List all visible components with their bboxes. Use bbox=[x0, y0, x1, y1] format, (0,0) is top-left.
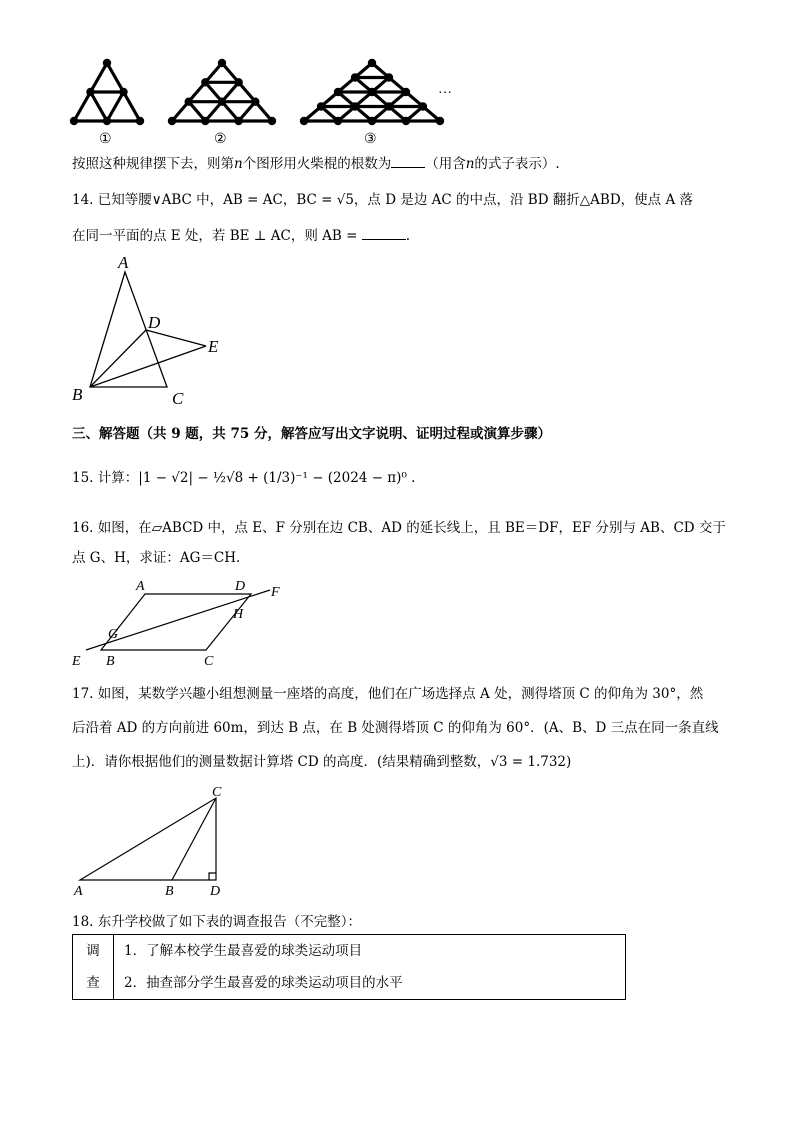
matchstick-figures bbox=[62, 55, 462, 150]
survey-header-cell: 调 查 bbox=[73, 935, 114, 1000]
q17-label-B: B bbox=[165, 884, 174, 899]
q14-label-E: E bbox=[208, 337, 219, 356]
matchstick-figure-1 bbox=[71, 60, 142, 123]
q13-question-text: 按照这种规律摆下去，则第n个图形用火柴棍的根数为 （用含n的式子表示）. bbox=[72, 156, 560, 172]
q17-label-D: D bbox=[210, 884, 221, 899]
figure-label-3: ③ bbox=[364, 132, 377, 147]
survey-item: 1．了解本校学生最喜爱的球类运动项目 bbox=[124, 943, 363, 959]
q16-label-C: C bbox=[204, 654, 214, 669]
answer-blank[interactable] bbox=[391, 155, 425, 168]
q16-figure bbox=[68, 574, 293, 670]
section-3-heading: 三、解答题（共 9 题，共 75 分，解答应写出文字说明、证明过程或演算步骤） bbox=[72, 426, 551, 442]
q16-label-D: D bbox=[235, 579, 246, 594]
q14-label-C: C bbox=[172, 389, 184, 408]
q16-label-A: A bbox=[136, 579, 145, 594]
survey-item: 2．抽查部分学生最喜爱的球类运动项目的水平 bbox=[124, 975, 403, 991]
figure-label-1: ① bbox=[99, 132, 112, 147]
q16-label-B: B bbox=[106, 654, 115, 669]
q17-line-1: 17. 如图，某数学兴趣小组想测量一座塔的高度，他们在广场选择点 A 处，测得塔顶 C 的仰角为 30°，然 bbox=[72, 686, 704, 702]
answer-blank[interactable] bbox=[362, 227, 406, 240]
q16-label-H: H bbox=[233, 607, 244, 622]
q16-label-F: F bbox=[271, 585, 280, 600]
matchstick-figure-2 bbox=[169, 60, 274, 123]
q18-intro: 18. 东升学校做了如下表的调查报告（不完整）： bbox=[72, 914, 362, 930]
q14-label-B: B bbox=[72, 385, 83, 404]
ellipsis: … bbox=[438, 82, 452, 97]
q17-label-A: A bbox=[74, 884, 83, 899]
q16-label-G: G bbox=[108, 627, 119, 642]
q14-line-1: 14. 已知等腰∨ABC 中，AB = AC，BC = √5，点 D 是边 AC 的中点，沿 BD 翻折△ABD，使点 A 落 bbox=[72, 192, 694, 208]
q14-label-D: D bbox=[148, 313, 161, 332]
q14-figure bbox=[68, 250, 238, 410]
q16-line-2: 点 G、H，求证：AG＝CH. bbox=[72, 550, 241, 566]
q14-label-A: A bbox=[118, 253, 129, 272]
q15-question: 15. 计算：|1 − √2| − ½√8 + (1/3)⁻¹ − (2024 − π)⁰ . bbox=[72, 470, 416, 486]
q16-label-E: E bbox=[72, 654, 81, 669]
q17-label-C: C bbox=[212, 785, 222, 800]
q17-line-2: 后沿着 AD 的方向前进 60m，到达 B 点，在 B 处测得塔顶 C 的仰角为 60°．(A、B、D 三点在同一条直线 bbox=[72, 720, 719, 736]
q17-figure bbox=[68, 784, 238, 900]
q16-line-1: 16. 如图，在▱ABCD 中，点 E、F 分别在边 CB、AD 的延长线上，且 BE＝DF，EF 分别与 AB、CD 交于 bbox=[72, 520, 726, 536]
survey-report-table bbox=[72, 934, 626, 1000]
q14-line-2: 在同一平面的点 E 处，若 BE ⊥ AC，则 AB = . bbox=[72, 228, 411, 244]
survey-items-cell bbox=[114, 935, 626, 1000]
figure-label-2: ② bbox=[214, 132, 227, 147]
q17-line-3: 上)．请你根据他们的测量数据计算塔 CD 的高度．(结果精确到整数，√3 = 1.732) bbox=[72, 754, 572, 770]
matchstick-figure-3 bbox=[301, 60, 442, 123]
